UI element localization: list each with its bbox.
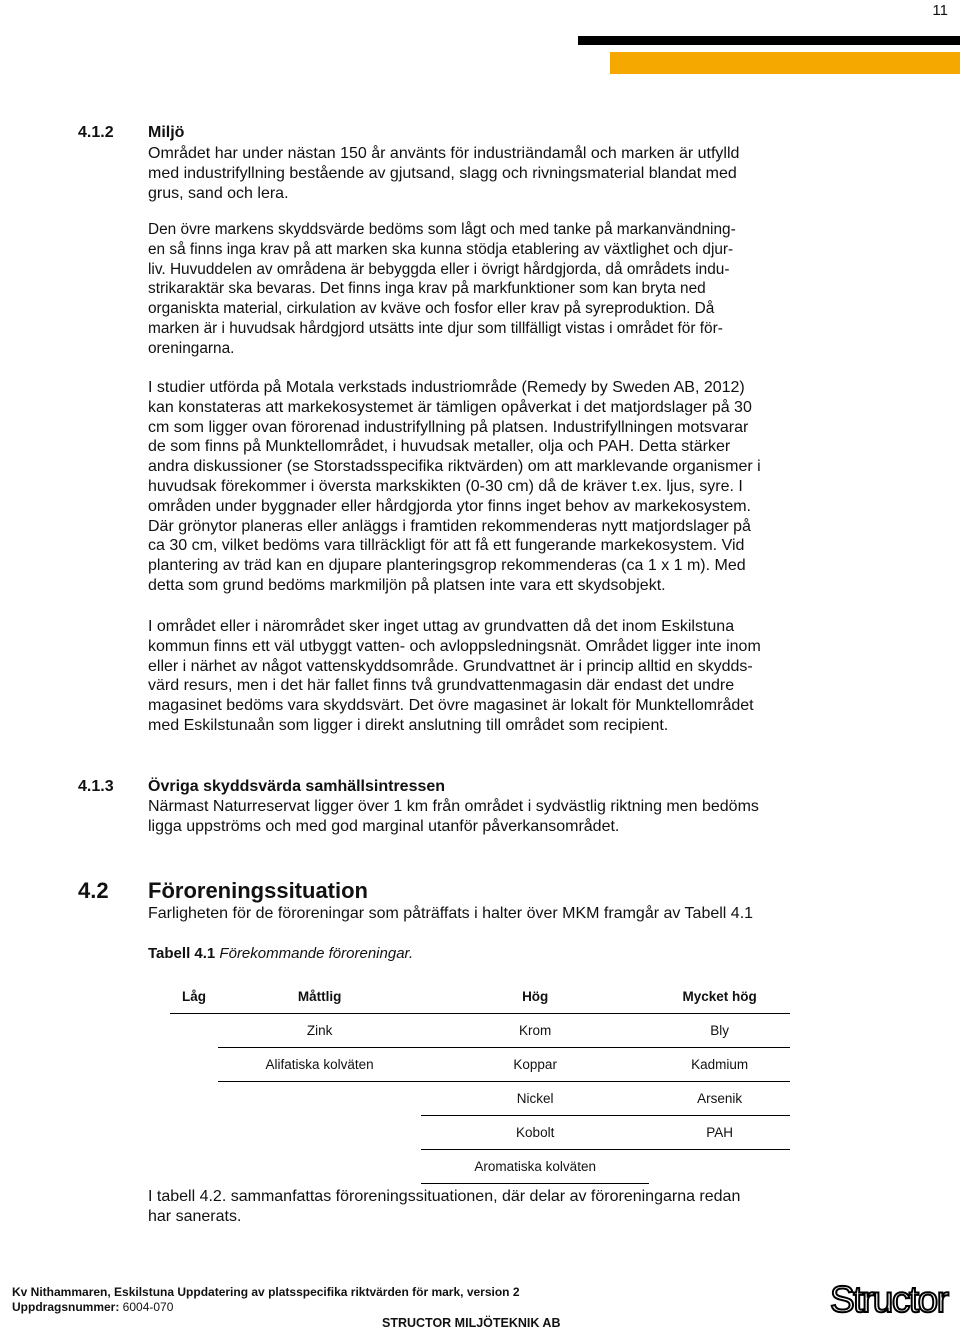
header-accent-bar bbox=[610, 52, 960, 74]
table-header-cell: Låg bbox=[170, 980, 218, 1014]
table-cell bbox=[218, 1150, 421, 1184]
header-black-bar bbox=[578, 36, 960, 45]
table-cell: Nickel bbox=[421, 1082, 649, 1116]
heading-number: 4.2 bbox=[78, 878, 109, 903]
structor-logo bbox=[830, 1278, 956, 1325]
paragraph: I studier utförda på Motala verkstads industriområde (Remedy by Sweden AB, 2012) kan konstateras att markekosystemet är tämligen opåverkat i det matjordslager på 30 cm som ligger ovan förorenad industrifyllning på platsen. Industrifyllningen motsvarar de som finns på Munktellområdet, i huvudsak metaller, olja och PAH. Detta stärker andra diskussioner (se Storstadsspecifika riktvärden) om att marklevande organismer i huvudsak förekommer i översta markskikten (0-30 cm) då de kräver t.ex. ljus, syre. I områden under byggnader eller hårdgjorda ytor finns inget behov av markekosystem. Där grönytor planeras eller anläggs i framtiden rekommenderas nytt matjordslager på ca 30 cm, vilket bedöms vara tillräckligt för att få ett fungerande markekosystem. Vid plantering av träd kan en djupare planteringsgrop rekommenderas (ca 1 x 1 m). Med detta som grund bedöms markmiljön på platsen inte vara ett skydsobjekt. bbox=[148, 379, 761, 594]
table-header-cell: Mycket hög bbox=[649, 980, 790, 1014]
table-row bbox=[170, 1082, 790, 1116]
table-cell bbox=[218, 1082, 421, 1116]
footer-company: STRUCTOR MILJÖTEKNIK AB bbox=[382, 1316, 561, 1330]
table-cell: Alifatiska kolväten bbox=[218, 1048, 421, 1082]
table-caption bbox=[148, 945, 413, 962]
section-number: 4.1.2 bbox=[78, 124, 114, 141]
table-header-cell: Hög bbox=[421, 980, 649, 1014]
footer-order-label: Uppdragsnummer: bbox=[12, 1300, 120, 1314]
table-cell: Arsenik bbox=[649, 1082, 790, 1116]
table-row bbox=[170, 1116, 790, 1150]
caption-text: Förekommande föroreningar. bbox=[215, 945, 414, 962]
table-cell bbox=[170, 1048, 218, 1082]
table-cell: Koppar bbox=[421, 1048, 649, 1082]
paragraph: I området eller i närområdet sker inget uttag av grundvatten då det inom Eskilstuna kommun finns ett väl utbyggt vatten- och avloppsledningsnät. Området ligger inte inom eller i närhet av något vattenskyddsområde. Grundvattnet är i princip alltid en skydds- värd resurs, men i det här fallet finns två grundvattenmagasin där endast det undre magasinet bedöms vara skyddsvärt. Det övre magasinet är lokalt för Munktellområdet med Eskilstunaån som ligger i direkt anslutning till området som recipient. bbox=[148, 618, 761, 734]
footer-order-line bbox=[12, 1300, 173, 1314]
section-number: 4.1.3 bbox=[78, 778, 114, 795]
page-number: 11 bbox=[932, 2, 948, 19]
table-cell: Kadmium bbox=[649, 1048, 790, 1082]
logo-text: Structor bbox=[830, 1279, 948, 1320]
table-cell: Aromatiska kolväten bbox=[421, 1150, 649, 1184]
footer-project-line: Kv Nithammaren, Eskilstuna Uppdatering av platsspecifika riktvärden för mark, version 2 bbox=[12, 1285, 520, 1299]
table-cell: Krom bbox=[421, 1014, 649, 1048]
table-cell bbox=[170, 1082, 218, 1116]
table-header-row bbox=[170, 980, 790, 1014]
section-title: Miljö bbox=[148, 124, 185, 141]
structor-logo-graphic bbox=[830, 1278, 956, 1320]
heading-title: Föroreningssituation bbox=[148, 878, 368, 903]
paragraph: Närmast Naturreservat ligger över 1 km från området i sydvästlig riktning men bedöms ligga uppströms och med god marginal utanför påverkansområdet. bbox=[148, 798, 759, 835]
paragraph: Farligheten för de föroreningar som påträffats i halter över MKM framgår av Tabell 4.1 bbox=[148, 905, 754, 922]
table-header-cell: Måttlig bbox=[218, 980, 421, 1014]
section-title: Övriga skyddsvärda samhällsintressen bbox=[148, 778, 446, 795]
paragraph: Den övre markens skyddsvärde bedöms som lågt och med tanke på markanvändning- en så finns inga krav på att marken ska kunna stödja etablering av växtlighet och djur- liv. Huvuddelen av områdena är bebyggda eller i övrigt hårdgjorda, då områdets indu- strikaraktär ska bevaras. Det finns inga krav på markfunktioner som kan bryta ned organiskta material, cirkulation av kväve och fosfor eller krav på syreproduktion. Då marken är i huvudsak hårdgjord utsätts inte djur som tillfälligt vistas i området för för- oreningarna. bbox=[148, 221, 736, 357]
table-cell: PAH bbox=[649, 1116, 790, 1150]
caption-label: Tabell 4.1 bbox=[148, 945, 216, 962]
table-cell: Bly bbox=[649, 1014, 790, 1048]
table-row bbox=[170, 1014, 790, 1048]
paragraph: Området har under nästan 150 år använts för industriändamål och marken är utfylld med industrifyllning bestående av gjutsand, slagg och rivningsmaterial blandat med grus, sand och lera. bbox=[148, 145, 740, 202]
table-row bbox=[170, 1048, 790, 1082]
table-cell bbox=[170, 1014, 218, 1048]
table-cell bbox=[170, 1116, 218, 1150]
pollutant-table bbox=[170, 980, 790, 1184]
table-cell bbox=[170, 1150, 218, 1184]
footer-order-number: 6004-070 bbox=[119, 1300, 174, 1314]
table-row bbox=[170, 1150, 790, 1184]
paragraph: I tabell 4.2. sammanfattas föroreningssituationen, där delar av föroreningarna redan har sanerats. bbox=[148, 1188, 741, 1225]
table-cell: Zink bbox=[218, 1014, 421, 1048]
table-cell bbox=[649, 1150, 790, 1184]
table-cell bbox=[218, 1116, 421, 1150]
table-cell: Kobolt bbox=[421, 1116, 649, 1150]
